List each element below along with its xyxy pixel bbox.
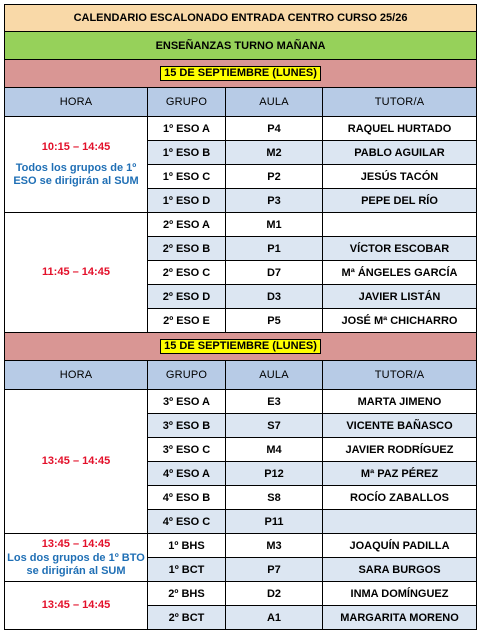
group-cell: 4º ESO C (148, 510, 226, 534)
room-cell: M2 (226, 141, 323, 165)
group-cell: 3º ESO A (148, 390, 226, 414)
group-cell: 2º ESO E (148, 309, 226, 333)
tutor-cell: ROCÍO ZABALLOS (323, 486, 477, 510)
group-cell: 1º BCT (148, 558, 226, 582)
date-label: 15 DE SEPTIEMBRE (LUNES) (160, 339, 321, 354)
date-row (5, 333, 477, 361)
header-hora: HORA (5, 88, 148, 117)
time-range: 10:15 – 14:45 (41, 141, 111, 153)
room-cell: P7 (226, 558, 323, 582)
group-cell: 1º ESO B (148, 141, 226, 165)
tutor-cell: JOSÉ Mª CHICHARRO (323, 309, 477, 333)
header-tutor: TUTOR/A (323, 88, 477, 117)
room-cell: D2 (226, 582, 323, 606)
tutor-cell: PABLO AGUILAR (323, 141, 477, 165)
group-cell: 2º BCT (148, 606, 226, 630)
tutor-cell: PEPE DEL RÍO (323, 189, 477, 213)
time-range: 11:45 – 14:45 (42, 266, 110, 278)
tutor-cell: VICENTE BAÑASCO (323, 414, 477, 438)
time-cell (5, 213, 148, 333)
title-row (5, 5, 477, 32)
schedule-body (5, 5, 477, 630)
room-cell: E3 (226, 390, 323, 414)
tutor-cell: JAVIER RODRÍGUEZ (323, 438, 477, 462)
room-cell: S8 (226, 486, 323, 510)
header-aula: AULA (226, 361, 323, 390)
time-cell (5, 582, 148, 630)
header-aula: AULA (226, 88, 323, 117)
time-cell (5, 534, 148, 582)
header-grupo: GRUPO (148, 361, 226, 390)
tutor-cell: Mª PAZ PÉREZ (323, 462, 477, 486)
room-cell: M4 (226, 438, 323, 462)
tutor-cell: RAQUEL HURTADO (323, 117, 477, 141)
time-cell (5, 390, 148, 534)
group-cell: 2º ESO D (148, 285, 226, 309)
room-cell: P12 (226, 462, 323, 486)
group-cell: 2º ESO B (148, 237, 226, 261)
group-cell: 1º ESO A (148, 117, 226, 141)
time-range: 13:45 – 14:45 (41, 599, 111, 611)
room-cell: P5 (226, 309, 323, 333)
group-cell: 3º ESO B (148, 414, 226, 438)
page-subtitle: ENSEÑANZAS TURNO MAÑANA (5, 32, 477, 60)
tutor-cell: SARA BURGOS (323, 558, 477, 582)
tutor-cell (323, 510, 477, 534)
subtitle-row (5, 32, 477, 60)
header-grupo: GRUPO (148, 88, 226, 117)
group-cell: 2º BHS (148, 582, 226, 606)
date-row (5, 60, 477, 88)
room-cell: P4 (226, 117, 323, 141)
group-cell: 2º ESO A (148, 213, 226, 237)
table-row (5, 534, 477, 558)
tutor-cell: VÍCTOR ESCOBAR (323, 237, 477, 261)
table-row (5, 390, 477, 414)
group-cell: 1º ESO D (148, 189, 226, 213)
room-cell: P2 (226, 165, 323, 189)
room-cell: P1 (226, 237, 323, 261)
tutor-cell: Mª ÁNGELES GARCÍA (323, 261, 477, 285)
group-cell: 4º ESO B (148, 486, 226, 510)
tutor-cell: INMA DOMÍNGUEZ (323, 582, 477, 606)
time-range: 13:45 – 14:45 (41, 455, 111, 467)
time-cell (5, 117, 148, 213)
group-cell: 3º ESO C (148, 438, 226, 462)
page-title: CALENDARIO ESCALONADO ENTRADA CENTRO CURSO 25/26 (5, 5, 477, 32)
column-header-row (5, 361, 477, 390)
tutor-cell: MARTA JIMENO (323, 390, 477, 414)
header-tutor: TUTOR/A (323, 361, 477, 390)
tutor-cell: MARGARITA MORENO (323, 606, 477, 630)
date-cell (5, 333, 477, 361)
tutor-cell (323, 213, 477, 237)
group-note: Todos los grupos de 1º ESO se dirigirán al SUM (13, 162, 139, 187)
group-note: Los dos grupos de 1º BTO se dirigirán al SUM (7, 551, 145, 577)
room-cell: A1 (226, 606, 323, 630)
column-header-row (5, 88, 477, 117)
table-row (5, 582, 477, 606)
table-row (5, 213, 477, 237)
room-cell: S7 (226, 414, 323, 438)
schedule-table (4, 4, 477, 630)
tutor-cell: JAVIER LISTÁN (323, 285, 477, 309)
room-cell: P11 (226, 510, 323, 534)
group-cell: 1º BHS (148, 534, 226, 558)
group-cell: 4º ESO A (148, 462, 226, 486)
room-cell: M1 (226, 213, 323, 237)
date-cell (5, 60, 477, 88)
header-hora: HORA (5, 361, 148, 390)
room-cell: D3 (226, 285, 323, 309)
room-cell: M3 (226, 534, 323, 558)
room-cell: D7 (226, 261, 323, 285)
table-row (5, 117, 477, 141)
room-cell: P3 (226, 189, 323, 213)
group-cell: 1º ESO C (148, 165, 226, 189)
date-label: 15 DE SEPTIEMBRE (LUNES) (160, 66, 321, 81)
group-cell: 2º ESO C (148, 261, 226, 285)
tutor-cell: JESÚS TACÓN (323, 165, 477, 189)
time-range: 13:45 – 14:45 (41, 537, 111, 550)
tutor-cell: JOAQUÍN PADILLA (323, 534, 477, 558)
